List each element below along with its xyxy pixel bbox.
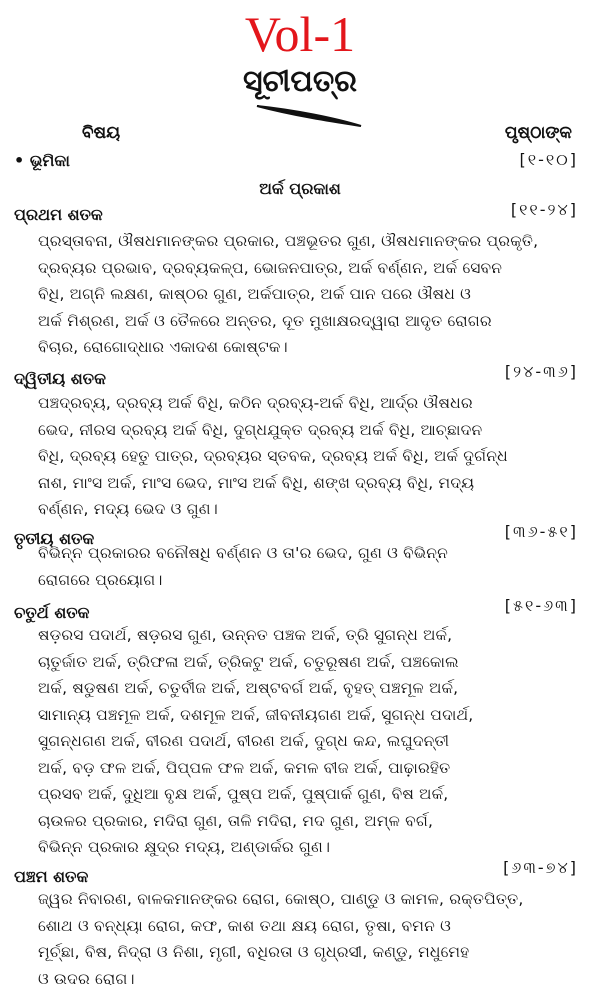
body-line: ବିଧି, ଦ୍ରବ୍ୟ ହେତୁ ପାତ୍ର, ଦ୍ରବ୍ୟର ସ୍ତବକ, ଦ୍ରବ୍ୟ ଅର୍କ ବିଧି, ଅର୍କ ଦୁର୍ଗନ୍ଧ bbox=[38, 447, 508, 465]
bullet: • bbox=[14, 151, 25, 170]
body-line: ମୂର୍ଚ୍ଛା, ବିଷ, ନିଦ୍ରା ଓ ନିଶା, ମୃଗୀ, ବଧିରତା ଓ ଗୃଧ୍ରସୀ, କଣ୍ଡୁ, ମଧୁମେହ bbox=[38, 943, 470, 961]
section-title-3: ତୃତୀୟ ଶତକ bbox=[14, 529, 95, 548]
section-range-1: [୧୧-୨୪] bbox=[510, 200, 578, 219]
body-line: ସୁଗନ୍ଧଗଣ ଅର୍କ, ବୀରଣ ପଦାର୍ଥ, ବୀରଣ ଅର୍କ, ଦୁଗ୍ଧ କନ୍ଦ, ଲଘୁଦନ୍ତୀ bbox=[38, 732, 450, 750]
body-line: ଦ୍ରବ୍ୟର ପ୍ରଭାବ, ଦ୍ରବ୍ୟକଳ୍ପ, ଭୋଜନପାତ୍ର, ଅର୍କ ବର୍ଣ୍ଣନ, ଅର୍କ ସେବନ bbox=[38, 258, 503, 277]
body-line: ଅର୍କ, ବଡ଼ ଫଳ ଅର୍କ, ପିପ୍ପଳ ଫଳ ଅର୍କ, କମଳ ବୀଜ ଅର୍କ, ପାଢ଼ାରହିତ bbox=[38, 758, 451, 777]
body-line: ଚାତୁର୍ଜାତ ଅର୍କ, ତ୍ରିଫଳା ଅର୍କ, ତ୍ରିକଟୁ ଅର୍କ, ଚତୁରୂଷଣ ଅର୍କ, ପଞ୍ଚକୋଲ bbox=[38, 652, 459, 671]
body-line: ଜ୍ୱର ନିବାରଣ, ବାଳକମାନଙ୍କର ରୋଗ, କୋଷ୍ଠ, ପାଣ୍ଡୁ ଓ କାମଳ, ରକ୍ତପିତ୍ତ, bbox=[38, 890, 524, 908]
part-heading: ଅର୍କ ପ୍ରକାଶ bbox=[259, 179, 341, 198]
section-range-4: [୫୧-୬୩] bbox=[504, 596, 578, 615]
section-body-3 bbox=[38, 540, 583, 593]
section-range-3: [୩୬-୫୧] bbox=[504, 522, 578, 541]
section-range-2: [୨୪-୩୬] bbox=[504, 362, 578, 381]
intro-row bbox=[14, 150, 70, 172]
intro-label: ଭୂମିକା bbox=[29, 151, 70, 170]
section-range-5: [୬୩-୭୪] bbox=[503, 858, 578, 877]
page-title: ସୂଚୀପତ୍ର bbox=[243, 64, 357, 99]
body-line: ବିଭିନ୍ନ ପ୍ରକାରର ବନୌଷଧି ବର୍ଣ୍ଣନ ଓ ତା'ର ଭେଦ, ଗୁଣ ଓ ବିଭିନ୍ନ bbox=[38, 544, 449, 562]
intro-page-range: [୧-୧୦] bbox=[519, 150, 578, 169]
column-header-subject: ବିଷୟ bbox=[82, 123, 121, 143]
body-line: ରୋଗରେ ପ୍ରୟୋଗ। bbox=[38, 570, 163, 589]
section-title-2: ଦ୍ୱିତୀୟ ଶତକ bbox=[14, 369, 106, 388]
section-body-4 bbox=[38, 622, 583, 861]
body-line: ସାମାନ୍ୟ ପଞ୍ଚମୂଳ ଅର୍କ, ଦଶମୂଳ ଅର୍କ, ଜୀବନୀୟଗଣ ଅର୍କ, ସୁଗନ୍ଧ ପଦାର୍ଥ, bbox=[38, 705, 474, 724]
body-line: ବିଚାର, ରୋଗୋଦ୍ଧାର ଏକାଦଶ କୋଷ୍ଟକ। bbox=[38, 338, 288, 356]
section-body-5 bbox=[38, 886, 583, 992]
section-body-1 bbox=[38, 228, 583, 361]
body-line: ଭେଦ, ନୀରସ ଦ୍ରବ୍ୟ ଅର୍କ ବିଧି, ଦୁଗ୍ଧଯୁକ୍ତ ଦ୍ରବ୍ୟ ଅର୍କ ବିଧି, ଆଚ୍ଛାଦନ bbox=[38, 420, 483, 439]
section-title-5: ପଞ୍ଚମ ଶତକ bbox=[14, 867, 89, 886]
body-line: ପ୍ରସ୍ତାବନା, ଔଷଧମାନଙ୍କର ପ୍ରକାର, ପଞ୍ଚଭୂତର ଗୁଣ, ଔଷଧମାନଙ୍କର ପ୍ରକୃତି, bbox=[38, 232, 539, 250]
body-line: ଶୋଥ ଓ ବନ୍ଧ୍ୟା ରୋଗ, କଫ, କାଶ ତଥା କ୍ଷୟ ରୋଗ, ତୃଷା, ବମନ ଓ bbox=[38, 916, 451, 935]
section-body-2 bbox=[38, 390, 583, 523]
body-line: ଓ ଉଦର ରୋଗ। bbox=[38, 969, 135, 988]
body-line: ପଞ୍ଚଦ୍ରବ୍ୟ, ଦ୍ରବ୍ୟ ଅର୍କ ବିଧି, କଠିନ ଦ୍ରବ୍ୟ-ଅର୍କ ବିଧି, ଆର୍ଦ୍ର ଔଷଧର bbox=[38, 394, 473, 412]
section-title-4: ଚତୁର୍ଥ ଶତକ bbox=[14, 603, 90, 622]
body-line: ଚାଉଳର ପ୍ରକାର, ମଦିରା ଗୁଣ, ତାଳି ମଦିରା, ମଦ ଗୁଣ, ଅମ୍ଳ ବର୍ଗ, bbox=[38, 811, 434, 830]
body-line: ନାଶ, ମାଂସ ଅର୍କ, ମାଂସ ଭେଦ, ମାଂସ ଅର୍କ ବିଧି, ଶଙ୍ଖ ଦ୍ରବ୍ୟ ବିଧି, ମଦ୍ୟ bbox=[38, 473, 475, 492]
body-line: ବର୍ଣ୍ଣନ, ମଦ୍ୟ ଭେଦ ଓ ଗୁଣ। bbox=[38, 500, 218, 518]
body-line: ବିଧି, ଅଗ୍ନି ଲକ୍ଷଣ, କାଷ୍ଠର ଗୁଣ, ଅର୍କପାତ୍ର, ଅର୍କ ପାନ ପରେ ଔଷଧ ଓ bbox=[38, 285, 472, 303]
body-line: ପ୍ରସବ ଅର୍କ, ଦୁଧିଆ ବୃକ୍ଷ ଅର୍କ, ପୁଷ୍ପ ଅର୍କ, ପୁଷ୍ପାର୍କ ଗୁଣ, ବିଷ ଅର୍କ, bbox=[38, 785, 449, 803]
title-underline-flourish bbox=[255, 100, 365, 130]
body-line: ଅର୍କ ମିଶ୍ରଣ, ଅର୍କ ଓ ତୈଳରେ ଅନ୍ତର, ଦୂତ ମୁଖାକ୍ଷରଦ୍ୱାରା ଆଦୃତ ରୋଗର bbox=[38, 311, 492, 330]
body-line: ଷଡ଼ରସ ପଦାର୍ଥ, ଷଡ଼ରସ ଗୁଣ, ଉନ୍ନତ ପଞ୍ଚକ ଅର୍କ, ତ୍ରି ସୁଗନ୍ଧ ଅର୍କ, bbox=[38, 626, 453, 644]
section-title-1: ପ୍ରଥମ ଶତକ bbox=[14, 205, 103, 224]
body-line: ବିଭିନ୍ନ ପ୍ରକାର କ୍ଷୁଦ୍ର ମଦ୍ୟ, ଅଣ୍ଡାର୍କର ଗୁଣ। bbox=[38, 838, 331, 856]
volume-label: Vol-1 bbox=[244, 6, 356, 62]
body-line: ଅର୍କ, ଷଡୁଷଣ ଅର୍କ, ଚତୁର୍ବୀଜ ଅର୍କ, ଅଷ୍ଟବର୍ଗ ଅର୍କ, ବୃହତ୍ ପଞ୍ଚମୂଳ ଅର୍କ, bbox=[38, 679, 459, 697]
column-header-page: ପୃଷ୍ଠାଙ୍କ bbox=[504, 123, 572, 143]
